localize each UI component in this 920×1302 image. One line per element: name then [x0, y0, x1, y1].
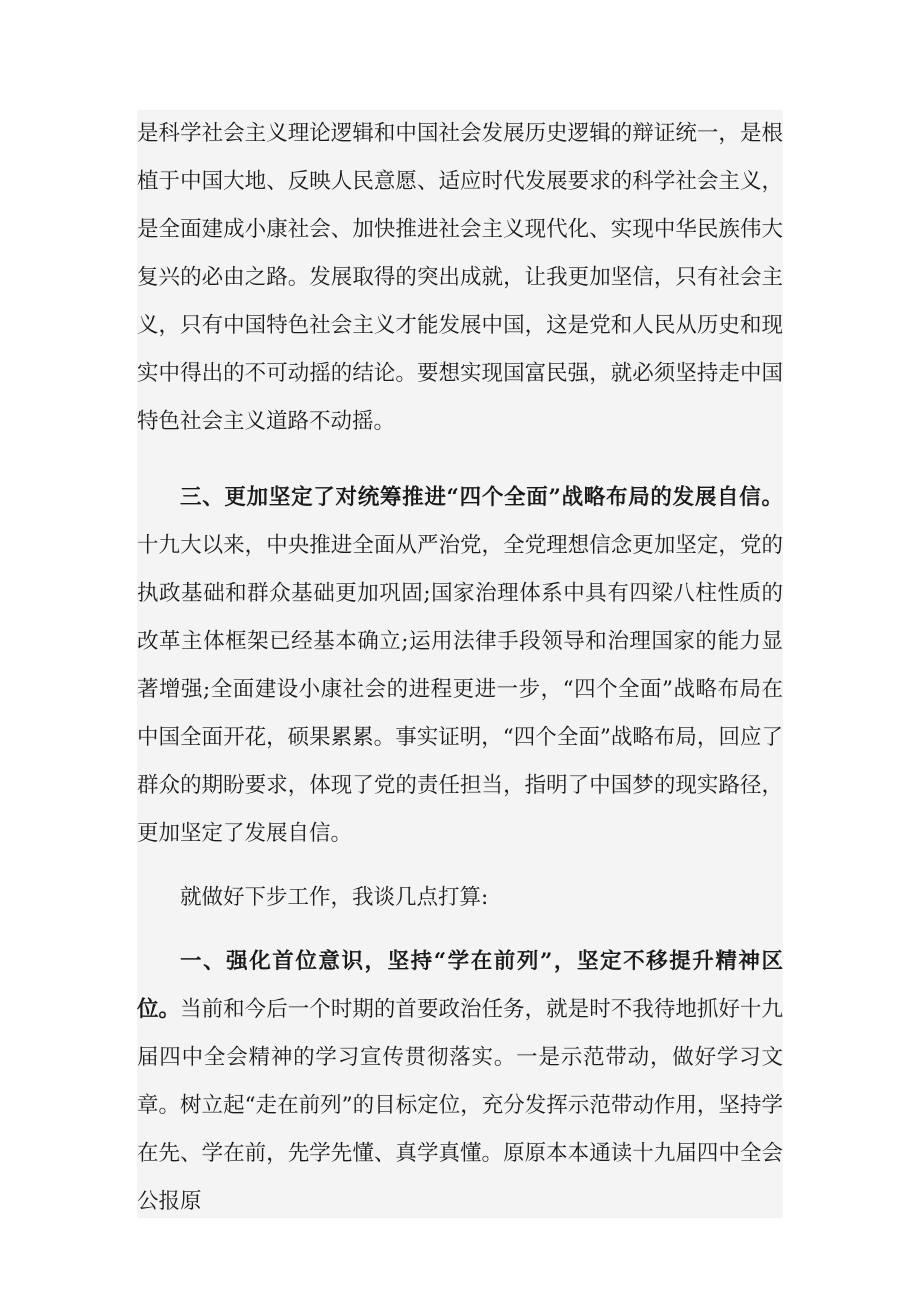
paragraph-plan-intro [137, 874, 783, 922]
paragraph-body: 当前和今后一个时期的首要政治任务，就是时不我待地抓好十九届四中全会精神的学习宣传贯彻落实。一是示范带动，做好学习文章。树立起“走在前列”的目标定位，充分发挥示范带动作用，坚持学在先、学在前，先学先懂、真学真懂。原原本本通读十九届四中全会公报原 [137, 997, 783, 1214]
paragraph-plan-one [137, 938, 783, 1226]
paragraph-body: 十九大以来，中央推进全面从严治党，全党理想信念更加坚定，党的执政基础和群众基础更加巩固;国家治理体系中具有四梁八柱性质的改革主体框架已经基本确立;运用法律手段领导和治理国家的能力显著增强;全面建设小康社会的进程更进一步，“四个全面”战略布局在中国全面开花，硕果累累。事实证明，“四个全面”战略布局，回应了群众的期盼要求，体现了党的责任担当，指明了中国梦的现实路径，更加坚定了发展自信。 [137, 533, 783, 846]
paragraph-continued [137, 110, 783, 446]
text-block-main [137, 458, 783, 1218]
section-heading: 三、更加坚定了对统筹推进“四个全面”战略布局的发展自信。 [180, 485, 783, 510]
paragraph-body: 是科学社会主义理论逻辑和中国社会发展历史逻辑的辩证统一，是根植于中国大地、反映人民意愿、适应时代发展要求的科学社会主义，是全面建成小康社会、加快推进社会主义现代化、实现中华民族伟大复兴的必由之路。发展取得的突出成就，让我更加坚信，只有社会主义，只有中国特色社会主义才能发展中国，这是党和人民从历史和现实中得出的不可动摇的结论。要想实现国富民强，就必须坚持走中国特色社会主义道路不动摇。 [137, 121, 783, 434]
paragraph-body: 就做好下步工作，我谈几点打算: [180, 885, 489, 910]
paragraph-section-three [137, 474, 783, 858]
section-heading: 一、强化首位意识，坚持“学在前列”，坚定不移提升精神区位。 [137, 949, 783, 1022]
text-block-top [137, 110, 783, 458]
